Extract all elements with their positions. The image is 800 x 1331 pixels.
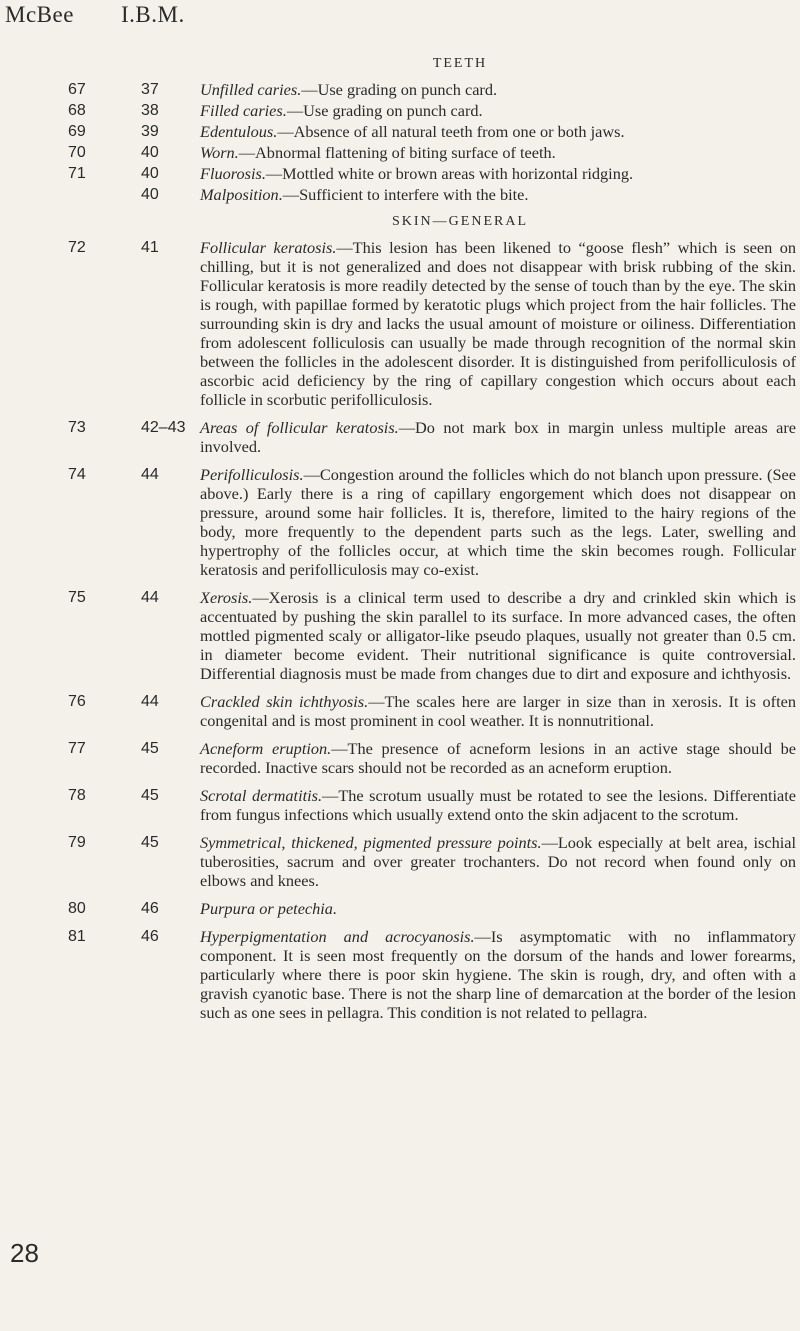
- entry-row: [0, 692, 800, 730]
- mcbee-number: 68: [68, 102, 86, 119]
- entry-term: Areas of follicular keratosis.: [200, 418, 399, 437]
- mcbee-number: 80: [68, 900, 86, 917]
- entry-text: [200, 418, 796, 456]
- entry-term: Follicular keratosis.: [200, 238, 337, 257]
- section-title: TEETH: [432, 56, 488, 71]
- entry-text: [200, 143, 796, 162]
- entry-term: Scrotal dermatitis.: [200, 786, 323, 805]
- ibm-number: 37: [141, 81, 159, 98]
- entry-description: —Look especially at belt area, ischial tuberosities, sacrum and over greater trochanters. Do not record when found only on elbows and knees.: [200, 833, 796, 890]
- entry-row: [0, 899, 800, 918]
- mcbee-number: 75: [68, 589, 86, 606]
- entry-text: [200, 692, 796, 730]
- entry-description: —Mottled white or brown areas with horizontal ridging.: [265, 164, 634, 183]
- entry-row: [0, 164, 800, 183]
- ibm-number: 44: [141, 693, 159, 710]
- entry-text: [200, 927, 796, 1022]
- ibm-number: 45: [141, 787, 159, 804]
- entry-description: —The presence of acneform lesions in an active stage should be recorded. Inactive scars should not be recorded as an acneform eruption.: [200, 739, 797, 777]
- mcbee-number: 76: [68, 693, 86, 710]
- ibm-number: 44: [141, 589, 159, 606]
- entry-row: [0, 927, 800, 1022]
- mcbee-number: 81: [68, 928, 86, 945]
- entry-description: —Congestion around the follicles which do not blanch upon pressure. (See above.) Early there is a ring of capillary engorgement which does not disappear on pressure, around some hair follicles. It is, therefore, limited to the hairy regions of the body, more frequently to the dependent parts such as the legs. Later, swelling and hypertrophy of the follicles occur, at which time the skin becomes rough. Follicular keratosis and perifolliculosis may co-exist.: [200, 465, 796, 579]
- entry-term: Perifolliculosis.: [200, 465, 304, 484]
- entry-text: [200, 739, 796, 777]
- entry-term: Symmetrical, thickened, pigmented pressure points.: [200, 833, 542, 852]
- entry-description: —Is asymptomatic with no inflammatory component. It is seen most frequently on the dorsum of the hands and lower forearms, particularly where there is poor skin hygiene. The skin is rough, dry, and often with a gravish cyanotic base. There is not the sharp line of demarcation at the border of the lesion such as one sees in pellagra. This condition is not related to pellagra.: [200, 927, 796, 1022]
- entry-text: [200, 164, 796, 183]
- entry-description: —The scrotum usually must be rotated to see the lesions. Differentiate from fungus infections which usually extend onto the skin adjacent to the scrotum.: [200, 786, 796, 824]
- entry-description: —Sufficient to interfere with the bite.: [282, 185, 529, 204]
- entry-text: [200, 122, 796, 141]
- ibm-number: 40: [141, 186, 159, 203]
- entry-description: —Use grading on punch card.: [301, 80, 498, 99]
- entry-term: Edentulous.: [200, 122, 278, 141]
- entry-term: Filled caries.: [200, 101, 287, 120]
- entry-description: —Do not mark box in margin unless multiple areas are involved.: [200, 418, 797, 456]
- entry-text: [200, 185, 796, 204]
- mcbee-number: 78: [68, 787, 86, 804]
- document-body: [0, 46, 800, 1031]
- ibm-number: 42–43: [141, 419, 186, 436]
- ibm-number: 45: [141, 740, 159, 757]
- mcbee-number: 69: [68, 123, 86, 140]
- ibm-number: 38: [141, 102, 159, 119]
- section-title: SKIN—GENERAL: [392, 214, 528, 229]
- mcbee-number: 73: [68, 419, 86, 436]
- page-number: 28: [10, 1238, 39, 1268]
- entry-term: Purpura or petechia.: [200, 899, 338, 918]
- entry-term: Acneform eruption.: [200, 739, 332, 758]
- entry-description: —Xerosis is a clinical term used to describe a dry and crinkled skin which is accentuated by pushing the skin parallel to its surface. In more advanced cases, the often mottled pigmented scaly or alligator-like pseudo plaques, usually not greater than 0.5 cm. in diameter become evident. Their nutritional significance is quite controversial. Differential diagnosis must be made from changes due to dirt and exposure and ichthyosis.: [200, 588, 796, 683]
- entry-text: [200, 899, 796, 918]
- mcbee-number: 70: [68, 144, 86, 161]
- ibm-number: 40: [141, 165, 159, 182]
- ibm-number: 44: [141, 466, 159, 483]
- mcbee-number: 77: [68, 740, 86, 757]
- header-ibm: I.B.M.: [121, 2, 185, 27]
- mcbee-number: 71: [68, 165, 86, 182]
- ibm-number: 46: [141, 928, 159, 945]
- mcbee-number: 67: [68, 81, 86, 98]
- ibm-number: 41: [141, 239, 159, 256]
- mcbee-number: 74: [68, 466, 86, 483]
- entry-description: —This lesion has been likened to “goose flesh” which is seen on chilling, but it is not generalized and does not disappear with brisk rubbing of the skin. Follicular keratosis is more readily detected by the sense of touch than by the eye. The skin is rough, with papillae formed by keratotic plugs which project from the hair follicles. The surrounding skin is dry and lacks the usual amount of moisture or oiliness. Differentiation from adolescent folliculosis can usually be made through recognition of the normal skin between the follicles in the adolescent disorder. It is distinguished from perifolliculosis of ascorbic acid deficiency by the ring of capillary congestion which occurs about each follicle in scorbutic perifolliculosis.: [200, 238, 797, 409]
- entry-term: Hyperpigmentation and acrocyanosis.: [200, 927, 475, 946]
- ibm-number: 45: [141, 834, 159, 851]
- entry-row: [0, 122, 800, 141]
- entry-text: [200, 80, 796, 99]
- entry-row: [0, 101, 800, 120]
- entry-description: —Use grading on punch card.: [286, 101, 483, 120]
- entry-row: [0, 143, 800, 162]
- entry-text: [200, 588, 796, 683]
- entry-text: [200, 465, 796, 579]
- entry-description: —The scales here are larger in size than in xerosis. It is often congenital and is most prominent in cool weather. It is nonnutritional.: [200, 692, 796, 730]
- entry-row: [0, 80, 800, 99]
- ibm-number: 39: [141, 123, 159, 140]
- entry-text: [200, 786, 796, 824]
- entry-row: [0, 185, 800, 204]
- mcbee-number: 79: [68, 834, 86, 851]
- ibm-number: 40: [141, 144, 159, 161]
- ibm-number: 46: [141, 900, 159, 917]
- entry-row: [0, 739, 800, 777]
- entry-term: Worn.: [200, 143, 239, 162]
- entry-term: Fluorosis.: [200, 164, 266, 183]
- entry-row: [0, 418, 800, 456]
- entry-row: [0, 238, 800, 409]
- mcbee-number: 72: [68, 239, 86, 256]
- entry-term: Xerosis.: [200, 588, 253, 607]
- entry-row: [0, 786, 800, 824]
- entry-description: —Absence of all natural teeth from one or both jaws.: [277, 122, 625, 141]
- entry-term: Crackled skin ichthyosis.: [200, 692, 369, 711]
- entry-text: [200, 101, 796, 120]
- entry-row: [0, 465, 800, 579]
- entry-term: Malposition.: [200, 185, 283, 204]
- entry-row: [0, 588, 800, 683]
- entry-row: [0, 833, 800, 890]
- entry-text: [200, 238, 796, 409]
- entry-description: —Abnormal flattening of biting surface of teeth.: [238, 143, 556, 162]
- entry-text: [200, 833, 796, 890]
- header-mcbee: McBee: [5, 2, 74, 27]
- entry-term: Unfilled caries.: [200, 80, 302, 99]
